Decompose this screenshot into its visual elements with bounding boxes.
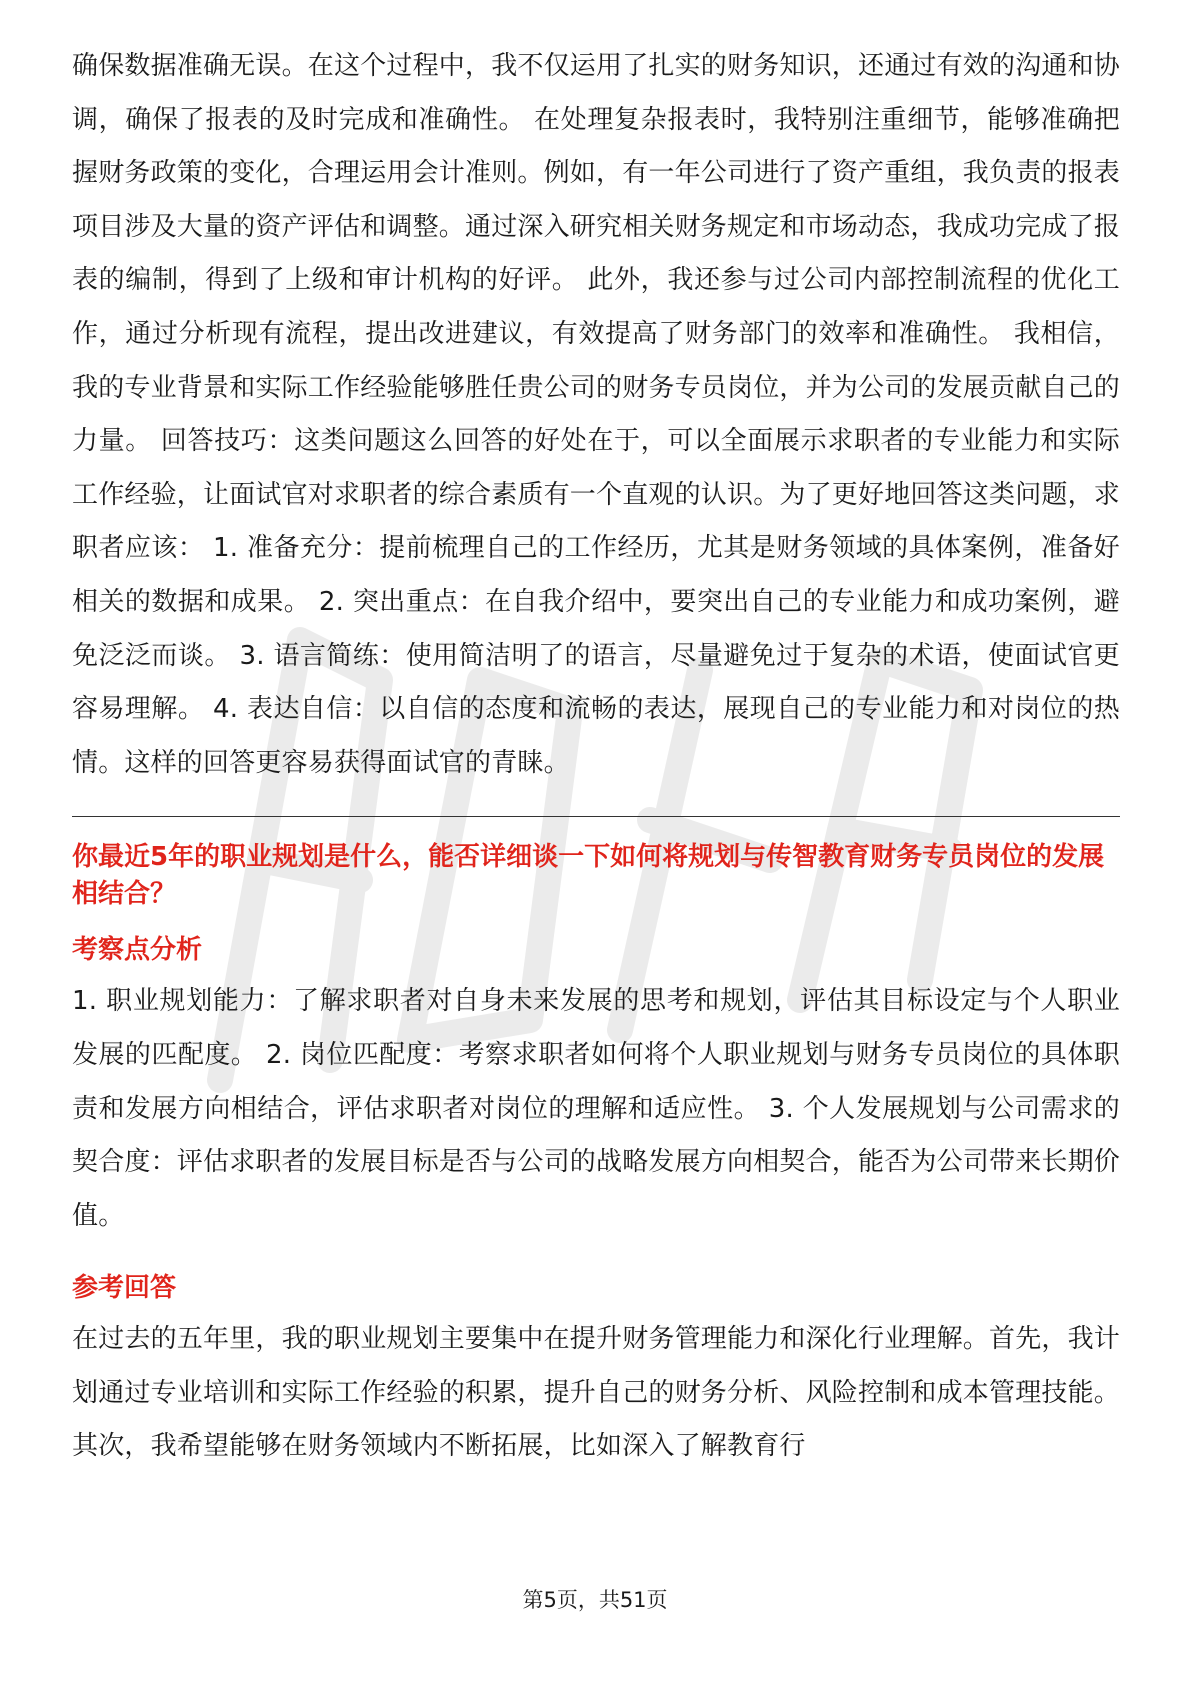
intro-paragraph: 确保数据准确无误。在这个过程中，我不仅运用了扎实的财务知识，还通过有效的沟通和协调，确保了报表的及时完成和准确性。 在处理复杂报表时，我特别注重细节，能够准确把握财务政策的变化，合理运用会计准则。例如，有一年公司进行了资产重组，我负责的报表项目涉及大量的资产评估和调整。通过深入研究相关财务规定和市场动态，我成功完成了报表的编制，得到了上级和审计机构的好评。 此外，我还参与过公司内部控制流程的优化工作，通过分析现有流程，提出改进建议，有效提高了财务部门的效率和准确性。 我相信，我的专业背景和实际工作经验能够胜任贵公司的财务专员岗位，并为公司的发展贡献自己的力量。 回答技巧：这类问题这么回答的好处在于，可以全面展示求职者的专业能力和实际工作经验，让面试官对求职者的综合素质有一个直观的认识。为了更好地回答这类问题，求职者应该： 1. 准备充分：提前梳理自己的工作经历，尤其是财务领域的具体案例，准备好相关的数据和成果。 2. 突出重点：在自我介绍中，要突出自己的专业能力和成功案例，避免泛泛而谈。 3. 语言简练：使用简洁明了的语言，尽量避免过于复杂的术语，使面试官更容易理解。 4. 表达自信：以自信的态度和流畅的表达，展现自己的专业能力和对岗位的热情。这样的回答更容易获得面试官的青睐。 [72,51,1121,778]
page-indicator: 第5页，共51页 [522,1588,668,1612]
answer-paragraph: 在过去的五年里，我的职业规划主要集中在提升财务管理能力和深化行业理解。首先，我计划通过专业培训和实际工作经验的积累，提升自己的财务分析、风险控制和成本管理技能。其次，我希望能够在财务领域内不断拓展，比如深入了解教育行 [72,1324,1121,1462]
interview-question: 你最近5年的职业规划是什么，能否详细谈一下如何将规划与传智教育财务专员岗位的发展相结合？ [72,842,1105,910]
section-divider [72,816,1120,817]
document-body [72,40,1120,1474]
spacer [72,1243,1120,1263]
analysis-heading: 考察点分析 [72,935,203,966]
analysis-paragraph: 1. 职业规划能力：了解求职者对自身未来发展的思考和规划，评估其目标设定与个人职业发展的匹配度。 2. 岗位匹配度：考察求职者如何将个人职业规划与财务专员岗位的具体职责和发展方向相结合，评估求职者对岗位的理解和适应性。 3. 个人发展规划与公司需求的契合度：评估求职者的发展目标是否与公司的战略发展方向相契合，能否为公司带来长期价值。 [72,986,1121,1231]
answer-heading: 参考回答 [72,1273,177,1304]
